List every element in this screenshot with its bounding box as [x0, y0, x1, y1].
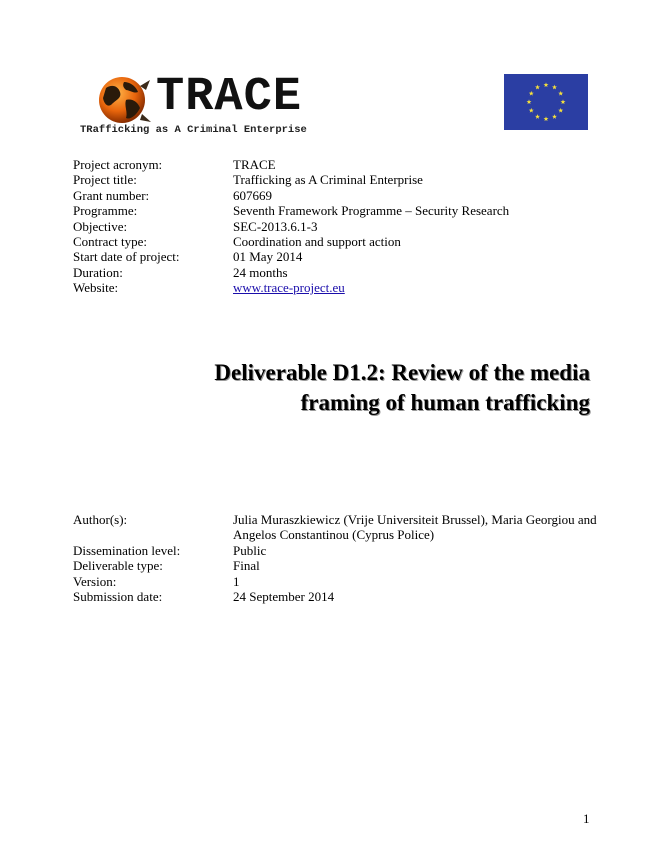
info-label: Programme: [73, 203, 138, 219]
info-label: Website: [73, 280, 119, 296]
info-row-website [73, 280, 509, 295]
meta-value: Julia Muraszkiewicz (Vrije Universiteit Brussel), Maria Georgiou and Angelos Constantinou (Cyprus Police) [233, 512, 597, 543]
info-label: Project title: [73, 172, 137, 188]
info-row-acronym [73, 157, 509, 172]
website-link[interactable]: www.trace-project.eu [233, 280, 345, 296]
project-info [73, 157, 509, 296]
info-label: Contract type: [73, 234, 148, 250]
info-value: TRACE [233, 157, 276, 172]
info-row-grant [73, 188, 509, 203]
info-label: Start date of project: [73, 249, 180, 265]
info-label: Grant number: [73, 187, 150, 203]
deliverable-title [110, 358, 590, 418]
info-row-title [73, 172, 509, 187]
title-line-1: Deliverable D1.2: Review of the media [214, 360, 590, 385]
meta-value: Final [233, 558, 260, 574]
meta-row-type [73, 558, 603, 573]
info-value: Coordination and support action [233, 234, 401, 250]
eu-flag-icon [504, 74, 588, 130]
info-row-objective [73, 219, 509, 234]
info-row-duration [73, 265, 509, 280]
info-row-start [73, 249, 509, 264]
info-label: Duration: [73, 264, 123, 280]
meta-value: 24 September 2014 [233, 589, 335, 605]
trace-logo [80, 72, 340, 138]
info-row-contract [73, 234, 509, 249]
meta-row-submission [73, 589, 603, 604]
deliverable-meta [73, 512, 603, 604]
title-line-2: framing of human trafficking [300, 390, 590, 415]
info-label: Project acronym: [73, 157, 163, 172]
info-row-programme [73, 203, 509, 218]
logo-wordmark: TRACE [156, 71, 303, 124]
info-label: Objective: [73, 218, 128, 234]
info-value: Trafficking as A Criminal Enterprise [233, 172, 423, 188]
info-value: 24 months [233, 264, 288, 280]
meta-label: Author(s): [73, 512, 128, 527]
meta-row-version [73, 574, 603, 589]
logo-tagline: TRafficking as A Criminal Enterprise [80, 124, 307, 136]
info-value: SEC-2013.6.1-3 [233, 218, 318, 234]
info-value: 01 May 2014 [233, 249, 303, 265]
page-number: 1 [583, 811, 590, 826]
info-value: Seventh Framework Programme – Security Research [233, 203, 510, 219]
meta-row-authors [73, 512, 603, 543]
meta-label: Submission date: [73, 589, 163, 605]
meta-row-dissemination [73, 543, 603, 558]
meta-value: Public [233, 542, 267, 558]
globe-icon [96, 74, 152, 130]
meta-label: Dissemination level: [73, 542, 181, 558]
meta-label: Deliverable type: [73, 558, 163, 574]
info-value: 607669 [233, 187, 272, 203]
meta-value: 1 [233, 573, 240, 589]
meta-label: Version: [73, 573, 117, 589]
